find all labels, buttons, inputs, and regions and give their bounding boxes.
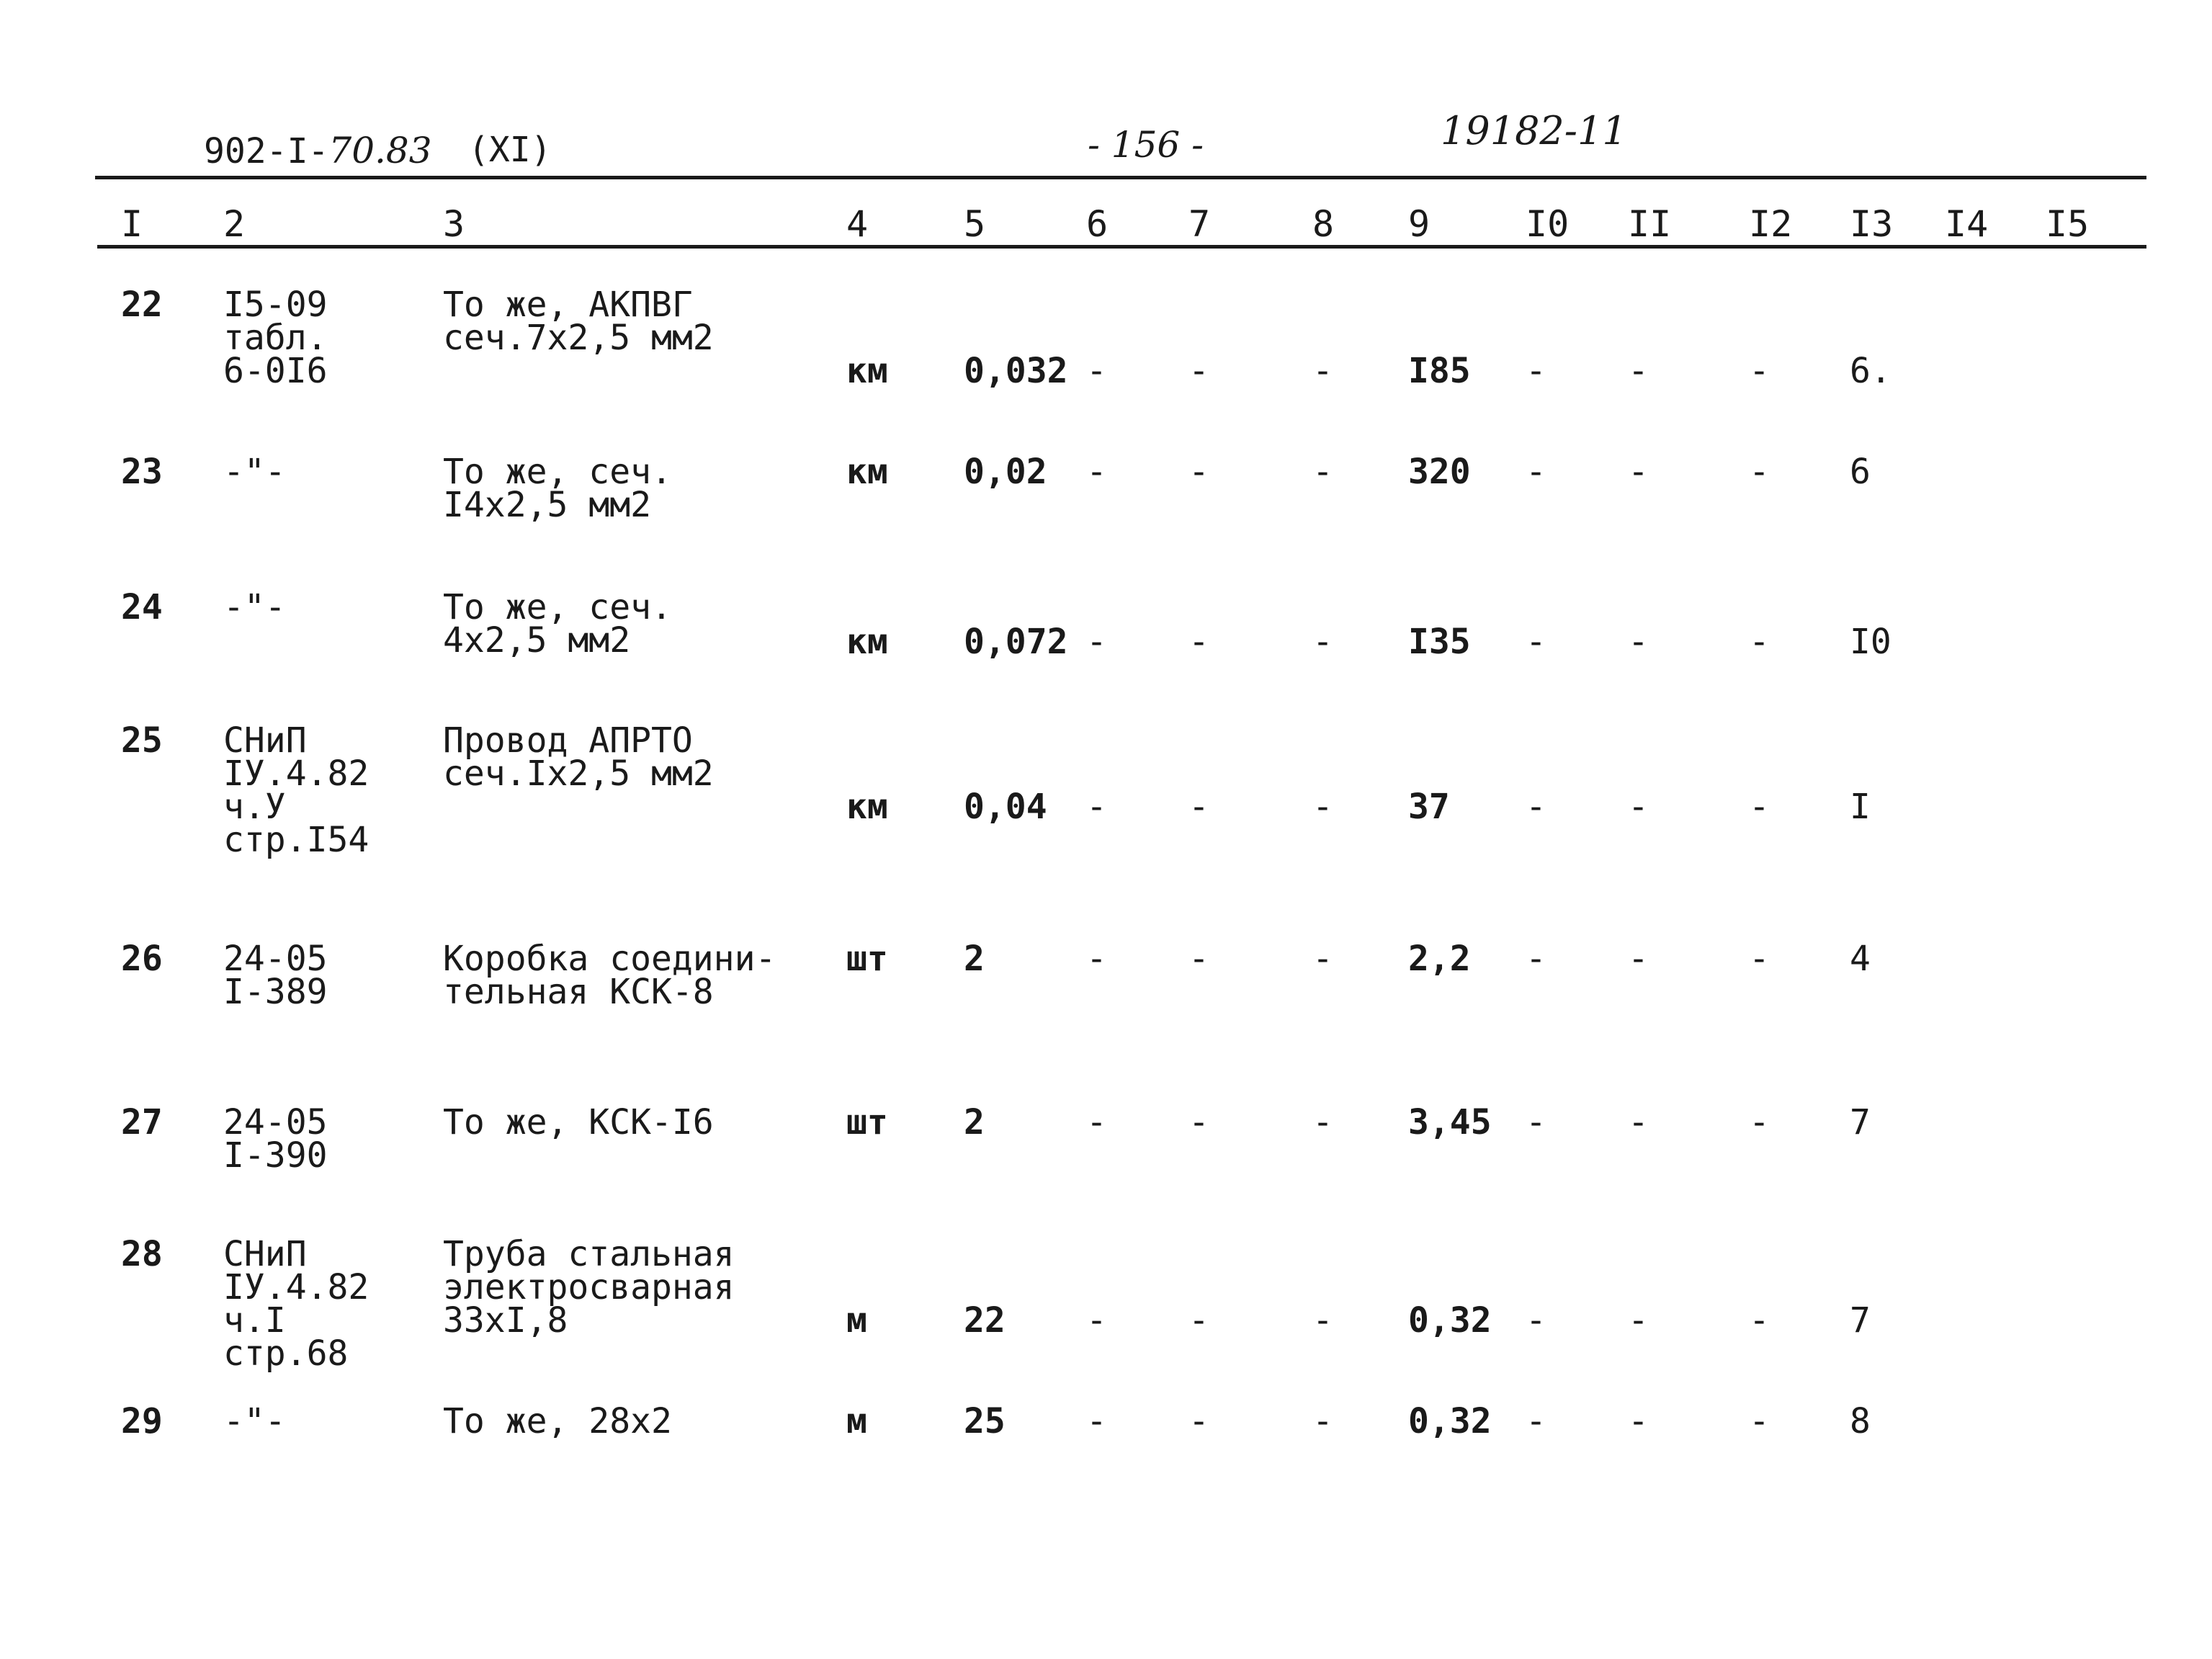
cell-col-10: - xyxy=(1526,452,1546,492)
cell-col-2: СНиП IУ.4.82 ч.I стр.68 xyxy=(223,1234,370,1374)
cell-col-7: - xyxy=(1188,1102,1209,1142)
document-section: (XI) xyxy=(468,130,552,170)
cell-col-3: То же, сеч. I4х2,5 мм2 xyxy=(443,452,672,525)
cell-col-12: - xyxy=(1749,452,1770,492)
cell-col-1: 28 xyxy=(121,1234,163,1274)
cell-col-5: 0,072 xyxy=(964,622,1068,662)
column-header-13: I3 xyxy=(1850,203,1894,245)
cell-col-9: 0,32 xyxy=(1408,1401,1492,1441)
cell-col-7: - xyxy=(1188,1300,1209,1341)
cell-col-8: - xyxy=(1312,452,1333,492)
cell-col-12: - xyxy=(1749,351,1770,391)
cell-col-12: - xyxy=(1749,939,1770,979)
cell-col-2: СНиП IУ.4.82 ч.У стр.I54 xyxy=(223,720,370,860)
cell-col-13: I xyxy=(1850,787,1871,827)
cell-col-13: 6 xyxy=(1850,452,1871,492)
cell-col-3: То же, АКПВГ сеч.7х2,5 мм2 xyxy=(443,285,714,358)
cell-col-12: - xyxy=(1749,622,1770,662)
cell-col-8: - xyxy=(1312,1300,1333,1341)
column-header-7: 7 xyxy=(1188,203,1211,245)
cell-col-9: 3,45 xyxy=(1408,1102,1492,1142)
cell-col-5: 2 xyxy=(964,1102,985,1142)
column-header-6: 6 xyxy=(1086,203,1109,245)
cell-col-11: - xyxy=(1628,1401,1649,1441)
cell-col-11: - xyxy=(1628,452,1649,492)
sheet-id: 19182-11 xyxy=(1441,108,1627,153)
cell-col-11: - xyxy=(1628,1300,1649,1341)
cell-col-1: 26 xyxy=(121,939,163,979)
header-bottom-rule xyxy=(97,245,2146,249)
cell-col-10: - xyxy=(1526,939,1546,979)
column-header-1: I xyxy=(121,203,143,245)
cell-col-2: -"- xyxy=(223,1401,286,1441)
cell-col-4: км xyxy=(846,787,888,827)
cell-col-7: - xyxy=(1188,1401,1209,1441)
cell-col-1: 29 xyxy=(121,1401,163,1441)
cell-col-4: шт xyxy=(846,1102,888,1142)
cell-col-10: - xyxy=(1526,1401,1546,1441)
cell-col-5: 2 xyxy=(964,939,985,979)
column-header-2: 2 xyxy=(223,203,246,245)
cell-col-8: - xyxy=(1312,939,1333,979)
cell-col-1: 23 xyxy=(121,452,163,492)
cell-col-4: м xyxy=(846,1401,867,1441)
cell-col-9: 37 xyxy=(1408,787,1450,827)
page-number: - 156 - xyxy=(1088,124,1204,166)
cell-col-12: - xyxy=(1749,1102,1770,1142)
cell-col-4: км xyxy=(846,452,888,492)
cell-col-11: - xyxy=(1628,787,1649,827)
cell-col-3: Труба стальная электросварная 33хI,8 xyxy=(443,1234,735,1341)
cell-col-12: - xyxy=(1749,1401,1770,1441)
cell-col-1: 27 xyxy=(121,1102,163,1142)
cell-col-11: - xyxy=(1628,622,1649,662)
cell-col-5: 0,032 xyxy=(964,351,1068,391)
cell-col-5: 0,04 xyxy=(964,787,1047,827)
cell-col-9: 320 xyxy=(1408,452,1471,492)
cell-col-6: - xyxy=(1086,351,1107,391)
cell-col-2: I5-09 табл. 6-0I6 xyxy=(223,285,328,391)
cell-col-3: То же, КСК-I6 xyxy=(443,1102,714,1142)
cell-col-3: То же, сеч. 4х2,5 мм2 xyxy=(443,587,672,661)
cell-col-6: - xyxy=(1086,1300,1107,1341)
document-code-handwritten: 70.83 xyxy=(328,130,432,171)
cell-col-5: 25 xyxy=(964,1401,1006,1441)
column-header-15: I5 xyxy=(2046,203,2090,245)
cell-col-6: - xyxy=(1086,1102,1107,1142)
cell-col-2: 24-05 I-389 xyxy=(223,939,328,1012)
document-code-prefix: 902-I- xyxy=(204,131,329,171)
cell-col-12: - xyxy=(1749,787,1770,827)
cell-col-13: I0 xyxy=(1850,622,1891,662)
cell-col-2: -"- xyxy=(223,452,286,492)
cell-col-4: км xyxy=(846,622,888,662)
cell-col-1: 24 xyxy=(121,587,163,627)
cell-col-8: - xyxy=(1312,1401,1333,1441)
cell-col-4: м xyxy=(846,1300,867,1341)
cell-col-6: - xyxy=(1086,1401,1107,1441)
cell-col-8: - xyxy=(1312,787,1333,827)
column-header-5: 5 xyxy=(964,203,986,245)
cell-col-10: - xyxy=(1526,1300,1546,1341)
cell-col-3: Коробка соедини- тельная КСК-8 xyxy=(443,939,776,1012)
cell-col-13: 4 xyxy=(1850,939,1871,979)
cell-col-9: 2,2 xyxy=(1408,939,1471,979)
cell-col-13: 7 xyxy=(1850,1300,1871,1341)
cell-col-9: I35 xyxy=(1408,622,1471,662)
cell-col-6: - xyxy=(1086,622,1107,662)
cell-col-1: 25 xyxy=(121,720,163,761)
cell-col-12: - xyxy=(1749,1300,1770,1341)
column-header-4: 4 xyxy=(846,203,869,245)
cell-col-3: То же, 28х2 xyxy=(443,1401,672,1441)
cell-col-4: шт xyxy=(846,939,888,979)
cell-col-9: 0,32 xyxy=(1408,1300,1492,1341)
cell-col-7: - xyxy=(1188,351,1209,391)
cell-col-2: 24-05 I-390 xyxy=(223,1102,328,1176)
cell-col-3: Провод АПРТО сеч.Iх2,5 мм2 xyxy=(443,720,714,794)
cell-col-7: - xyxy=(1188,939,1209,979)
column-header-11: II xyxy=(1628,203,1672,245)
cell-col-6: - xyxy=(1086,787,1107,827)
cell-col-7: - xyxy=(1188,787,1209,827)
column-header-3: 3 xyxy=(443,203,465,245)
cell-col-9: I85 xyxy=(1408,351,1471,391)
cell-col-1: 22 xyxy=(121,285,163,325)
cell-col-4: км xyxy=(846,351,888,391)
cell-col-13: 8 xyxy=(1850,1401,1871,1441)
cell-col-13: 6. xyxy=(1850,351,1891,391)
cell-col-11: - xyxy=(1628,351,1649,391)
cell-col-10: - xyxy=(1526,1102,1546,1142)
cell-col-11: - xyxy=(1628,1102,1649,1142)
column-header-8: 8 xyxy=(1312,203,1335,245)
column-header-12: I2 xyxy=(1749,203,1793,245)
cell-col-11: - xyxy=(1628,939,1649,979)
cell-col-2: -"- xyxy=(223,587,286,627)
header-top-rule xyxy=(95,176,2146,179)
column-header-10: I0 xyxy=(1526,203,1570,245)
cell-col-8: - xyxy=(1312,351,1333,391)
cell-col-13: 7 xyxy=(1850,1102,1871,1142)
cell-col-10: - xyxy=(1526,787,1546,827)
column-header-14: I4 xyxy=(1945,203,1989,245)
cell-col-10: - xyxy=(1526,622,1546,662)
cell-col-5: 22 xyxy=(964,1300,1006,1341)
cell-col-7: - xyxy=(1188,622,1209,662)
cell-col-6: - xyxy=(1086,939,1107,979)
cell-col-8: - xyxy=(1312,1102,1333,1142)
cell-col-6: - xyxy=(1086,452,1107,492)
document-code xyxy=(204,130,432,171)
cell-col-5: 0,02 xyxy=(964,452,1047,492)
cell-col-10: - xyxy=(1526,351,1546,391)
cell-col-8: - xyxy=(1312,622,1333,662)
cell-col-7: - xyxy=(1188,452,1209,492)
column-header-9: 9 xyxy=(1408,203,1430,245)
